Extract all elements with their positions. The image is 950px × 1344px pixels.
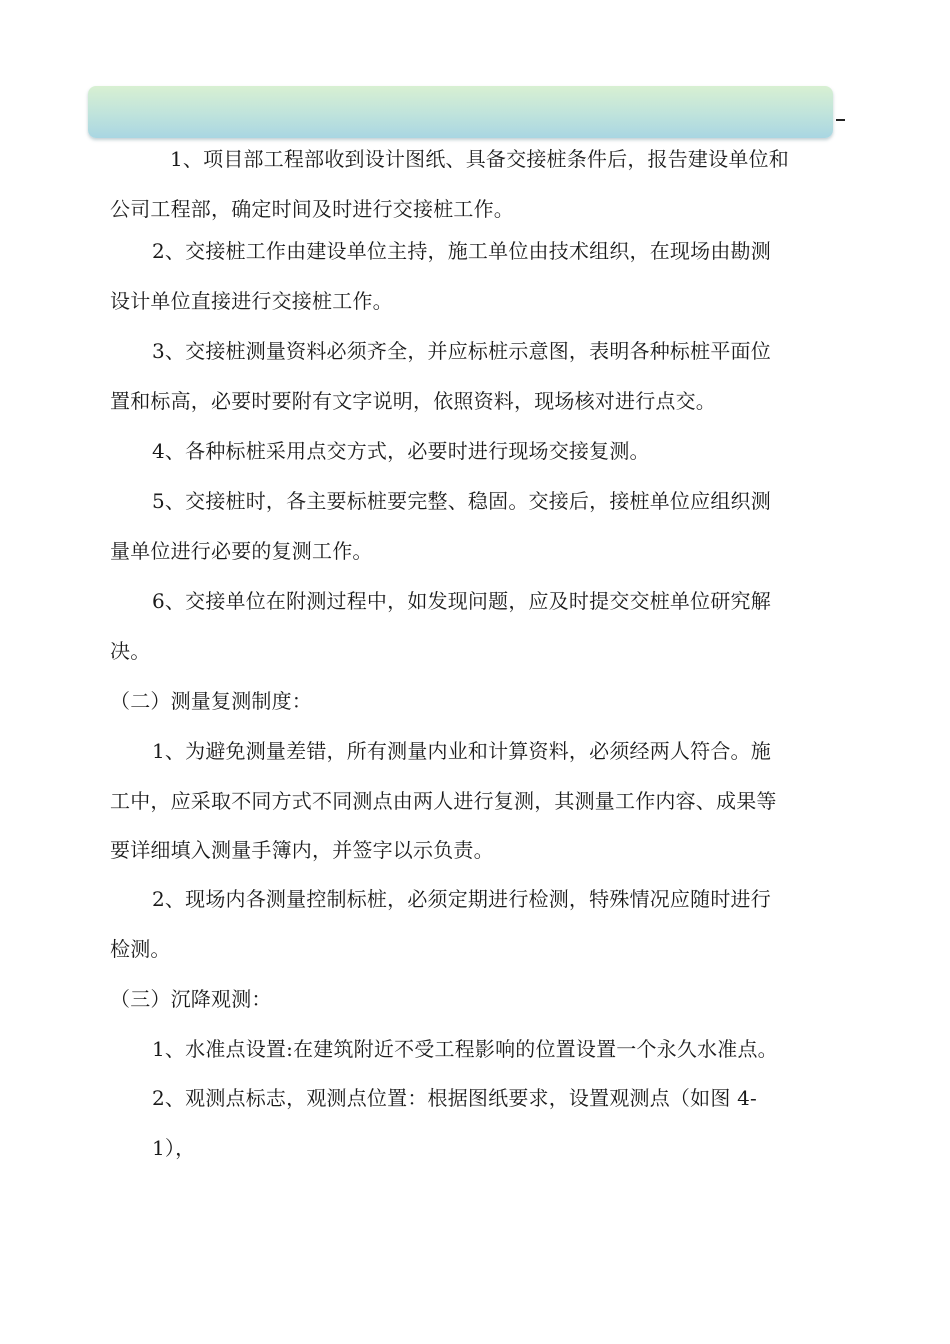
paragraph-1-line-1: 1、项目部工程部收到设计图纸、具备交接桩条件后，报告建设单位和 xyxy=(170,147,789,171)
paragraph-4-line-1: 4、各种标桩采用点交方式，必要时进行现场交接复测。 xyxy=(152,439,650,463)
paragraph-7-line-1: 1、为避免测量差错，所有测量内业和计算资料，必须经两人符合。施 xyxy=(152,739,771,763)
paragraph-6-line-2: 决。 xyxy=(110,639,151,663)
paragraph-9-line-1: 1、水准点设置:在建筑附近不受工程影响的位置设置一个永久水准点。 xyxy=(152,1037,778,1061)
paragraph-5-line-2: 量单位进行必要的复测工作。 xyxy=(110,539,373,563)
paragraph-2-line-1: 2、交接桩工作由建设单位主持，施工单位由技术组织，在现场由勘测 xyxy=(152,239,771,263)
paragraph-8-line-1: 2、现场内各测量控制标桩，必须定期进行检测，特殊情况应随时进行 xyxy=(152,887,771,911)
section-heading-2: （二）测量复测制度： xyxy=(110,689,312,713)
paragraph-10-line-1: 2、观测点标志，观测点位置：根据图纸要求，设置观测点（如图 4- xyxy=(152,1086,757,1110)
paragraph-6-line-1: 6、交接单位在附测过程中，如发现问题，应及时提交交桩单位研究解 xyxy=(152,589,771,613)
paragraph-3-line-2: 置和标高，必要时要附有文字说明，依照资料，现场核对进行点交。 xyxy=(110,389,716,413)
section-heading-3: （三）沉降观测： xyxy=(110,987,272,1011)
header-dash xyxy=(836,119,845,121)
paragraph-7-line-2: 工中，应采取不同方式不同测点由两人进行复测，其测量工作内容、成果等 xyxy=(110,789,777,813)
paragraph-1-line-2: 公司工程部，确定时间及时进行交接桩工作。 xyxy=(110,197,514,221)
paragraph-7-line-3: 要详细填入测量手簿内，并签字以示负责。 xyxy=(110,838,494,862)
header-banner xyxy=(88,86,833,138)
paragraph-2-line-2: 设计单位直接进行交接桩工作。 xyxy=(110,289,393,313)
paragraph-8-line-2: 检测。 xyxy=(110,937,171,961)
paragraph-3-line-1: 3、交接桩测量资料必须齐全，并应标桩示意图，表明各种标桩平面位 xyxy=(152,339,771,363)
paragraph-10-line-2: 1）， xyxy=(152,1136,196,1160)
paragraph-5-line-1: 5、交接桩时，各主要标桩要完整、稳固。交接后，接桩单位应组织测 xyxy=(152,489,771,513)
